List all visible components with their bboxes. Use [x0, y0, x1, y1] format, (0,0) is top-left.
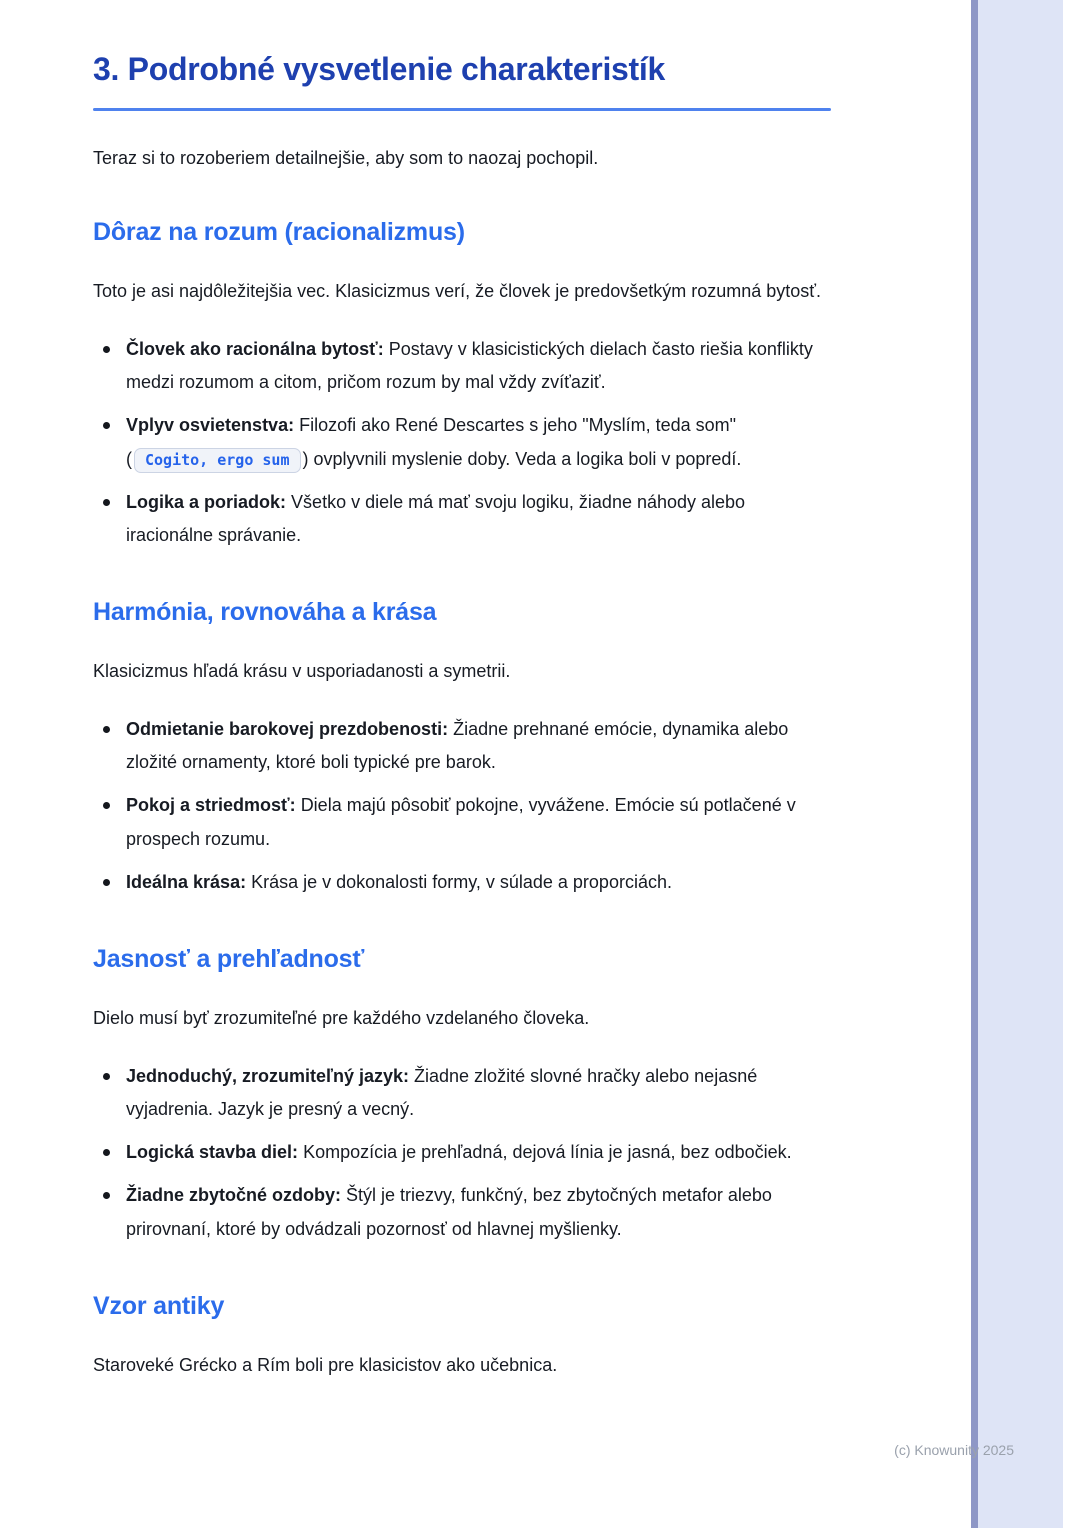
bullet-term: Ideálna krása: [126, 871, 247, 892]
bullet-list [93, 713, 831, 899]
list-item [93, 333, 831, 400]
bullet-text: Všetko v diele má mať svoju logiku, žiadne náhody alebo iracionálne správanie. [126, 491, 746, 546]
section-lead: Dielo musí byť zrozumiteľné pre každého vzdelaného človeka. [93, 1008, 590, 1029]
list-item [93, 1179, 831, 1246]
bullet-term: Pokoj a striedmosť: [126, 795, 296, 816]
bullet-text: Kompozícia je prehľadná, dejová línia je jasná, bez odbočiek. [303, 1142, 792, 1163]
bullet-term: Logická stavba diel: [126, 1142, 299, 1163]
bullet-list [93, 333, 831, 553]
list-item [93, 789, 831, 856]
page-title: 3. Podrobné vysvetlenie charakteristík [93, 51, 665, 87]
section-heading-rozum: Dôraz na rozum (racionalizmus) [93, 218, 465, 247]
bullet-text: Diela majú pôsobiť pokojne, vyvážene. Emócie sú potlačené v prospech rozumu. [126, 795, 796, 849]
bullet-text: Krása je v dokonalosti formy, v súlade a proporciách. [251, 871, 672, 892]
bullet-text: ) ovplyvnili myslenie doby. Veda a logika boli v popredí. [302, 448, 742, 469]
intro-paragraph: Teraz si to rozoberiem detailnejšie, aby som to naozaj pochopil. [93, 148, 599, 169]
copyright-note: (c) Knowunity 2025 [894, 1442, 1014, 1458]
list-item [93, 1136, 831, 1169]
section-lead: Staroveké Grécko a Rím boli pre klasicistov ako učebnica. [93, 1355, 558, 1376]
document-content [93, 50, 831, 1382]
section-heading-antika: Vzor antiky [93, 1292, 225, 1321]
bullet-text: Žiadne zložité slovné hračky alebo nejasné vyjadrenia. Jazyk je presný a vecný. [126, 1065, 758, 1119]
bullet-text: Filozofi ako René Descartes s jeho "Myslím, teda som" ( [126, 415, 737, 469]
bullet-term: Človek ako racionálna bytosť: [126, 338, 384, 359]
scrollbar-track[interactable] [971, 0, 1063, 1528]
bullet-term: Logika a poriadok: [126, 491, 287, 512]
bullet-text: Žiadne prehnané emócie, dynamika alebo zložité ornamenty, ktoré boli typické pre barok. [126, 718, 789, 773]
bullet-term: Vplyv osvietenstva: [126, 415, 295, 436]
section-heading-harmonia: Harmónia, rovnováha a krása [93, 598, 437, 627]
section-heading-jasnost: Jasnosť a prehľadnosť [93, 945, 365, 974]
list-item [93, 486, 831, 553]
bullet-list [93, 1060, 831, 1246]
title-divider [93, 108, 831, 111]
bullet-text: Postavy v klasicistických dielach často riešia konflikty medzi rozumom a citom, pričom rozum by mal vždy zvíťaziť. [126, 338, 813, 392]
list-item [93, 866, 831, 899]
inline-code-chip: Cogito, ergo sum [134, 448, 301, 473]
bullet-term: Žiadne zbytočné ozdoby: [126, 1185, 342, 1206]
bullet-term: Odmietanie barokovej prezdobenosti: [126, 718, 449, 739]
list-item [93, 1060, 831, 1127]
list-item [93, 409, 831, 476]
bullet-term: Jednoduchý, zrozumiteľný jazyk: [126, 1065, 409, 1086]
list-item [93, 713, 831, 780]
bullet-text: Štýl je triezvy, funkčný, bez zbytočných metafor alebo prirovnaní, ktoré by odvádzali pozornosť od hlavnej myšlienky. [126, 1185, 772, 1239]
section-lead: Klasicizmus hľadá krásu v usporiadanosti a symetrii. [93, 661, 511, 682]
section-lead: Toto je asi najdôležitejšia vec. Klasicizmus verí, že človek je predovšetkým rozumná bytosť. [93, 281, 822, 302]
